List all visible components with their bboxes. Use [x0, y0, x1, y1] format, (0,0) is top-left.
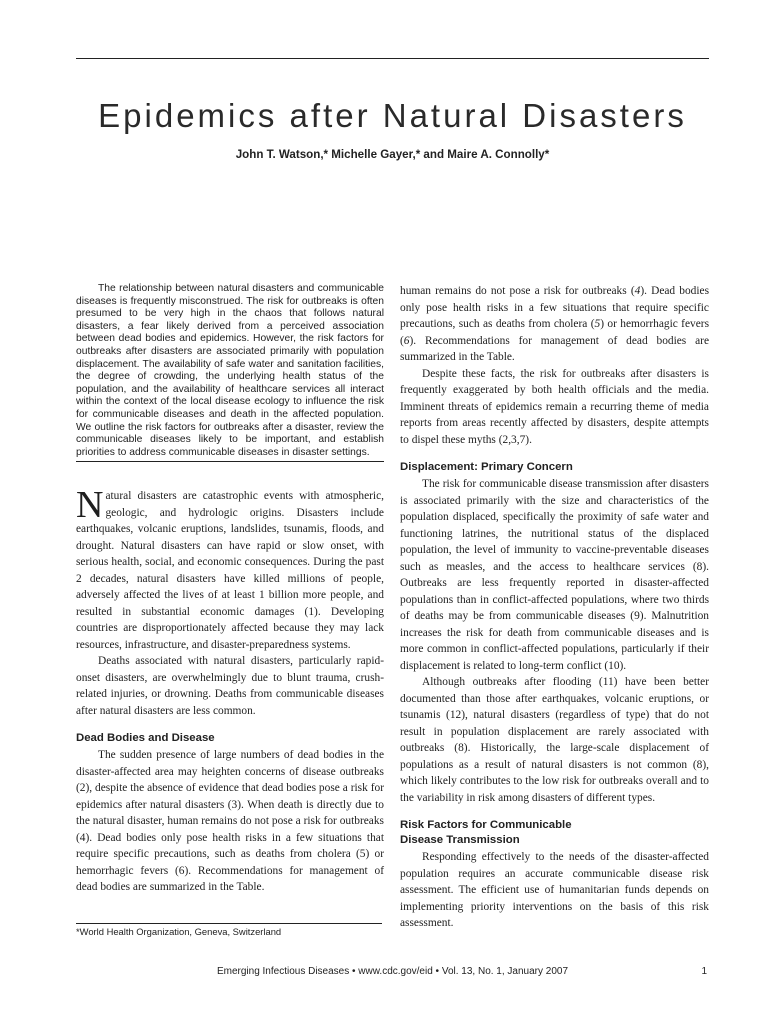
- displacement-paragraph-1: The risk for communicable disease transmission after disasters is associated primarily with the size and characteristics of the population displaced, specifically the proximity of safe water and functioning latrines, the nutritional status of the displaced population, the level of immunity to vaccine-preventable diseases such as measles, and the access to healthcare services (8). Outbreaks are less frequently reported in disaster-affected populations than in conflict-affected populations, where two thirds of deaths may be from communicable diseases (9). Malnutrition increases the risk for death from communicable diseases and is more common in conflict-affected populations, particularly if their displacement is related to long-term conflict (10).: [400, 478, 709, 672]
- dead-bodies-continuation: human remains do not pose a risk for outbreaks (4). Dead bodies only pose health risks in a few situations that require specific precautions, such as deaths from cholera (5) or hemorrhagic fevers (6). Recommendations for management of dead bodies are summarized in the Table.: [400, 285, 710, 363]
- affiliation-footnote: *World Health Organization, Geneva, Switzerland: [76, 926, 282, 937]
- heading-risk-factors-line-1: Risk Factors for Communicable: [400, 819, 572, 831]
- heading-displacement: Displacement: Primary Concern: [400, 461, 573, 473]
- risk-factors-paragraph-1: Responding effectively to the needs of the disaster-affected population requires an accurate communicable disease risk assessment. The efficient use of humanitarian funds depends on implementing priority interventions on the basis of this risk assessment.: [400, 851, 709, 929]
- intro-paragraph-2: Deaths associated with natural disasters, particularly rapid-onset disasters, are overwhelmingly due to blunt trauma, crush-related injuries, or drowning. Deaths from communicable diseases after natural disasters are less common.: [76, 655, 384, 717]
- journal-footer: Emerging Infectious Diseases • www.cdc.gov/eid • Vol. 13, No. 1, January 2007: [216, 966, 569, 977]
- page-number: 1: [701, 966, 707, 977]
- footnote-rule: [76, 923, 382, 924]
- heading-risk-factors-line-2: Disease Transmission: [400, 834, 520, 846]
- top-rule: [76, 58, 709, 59]
- heading-dead-bodies: Dead Bodies and Disease: [76, 732, 215, 745]
- article-title: Epidemics after Natural Disasters: [98, 97, 687, 134]
- author-list: John T. Watson,* Michelle Gayer,* and Maire A. Connolly*: [235, 148, 550, 161]
- abstract: The relationship between natural disasters and communicable diseases is frequently misconstrued. The risk for outbreaks is often presumed to be very high in the chaos that follows natural disasters, a fear likely derived from a perceived association between dead bodies and epidemics. However, the risk factors for outbreaks after disasters are associated primarily with population displacement. The availability of safe water and sanitation facilities, the degree of crowding, the underlying health status of the population, and the availability of healthcare services all interact within the context of the local disease ecology to influence the risk for communicable diseases and death in the affected population. We outline the risk factors for outbreaks after a disaster, review the communicable diseases likely to be important, and establish priorities to address communicable diseases in disaster settings.: [76, 283, 384, 458]
- dead-bodies-paragraph-1-text: The sudden presence of large numbers of dead bodies in the disaster-affected area may heighten concerns of disease outbreaks (2), despite the absence of evidence that dead bodies pose a risk for epidemics after natural disasters (3). When death is directly due to the natural disaster, human remains do not pose a risk for outbreaks (4). Dead bodies only pose health risks in a few situations that require specific precautions, such as deaths from cholera (5) or hemorrhagic fevers (6). Recommendations for management of dead bodies are summarized in the Table.: [76, 749, 384, 894]
- left-column: [76, 283, 384, 894]
- displacement-paragraph-2: Although outbreaks after flooding (11) have been better documented than those after earthquakes, volcanic eruptions, or tsunamis (12), natural disasters (regardless of type) that do not result in population displacement are rarely associated with outbreaks (8). Historically, the large-scale displacement of populations as a result of natural disasters is not common (8), which likely contributes to the low risk for outbreaks overall and to the variability in risk among disasters of different types.: [400, 676, 709, 804]
- intro-paragraph-1: [76, 484, 384, 653]
- heading-risk-factors: [400, 818, 709, 848]
- abstract-rule: [76, 461, 384, 462]
- right-column: [400, 283, 709, 932]
- drop-cap: N: [76, 484, 104, 527]
- dead-bodies-paragraph-1: [76, 747, 384, 894]
- intro-paragraph-1-text: atural disasters are catastrophic events with atmospheric, geologic, and hydrologic origins. Disasters include earthquakes, volcanic eruptions, landslides, tsunamis, floods, and drought. Natural disasters can have rapid or slow onset, with serious health, social, and economic consequences. During the past 2 decades, natural disasters have killed millions of people, adversely affected the lives of at least 1 billion more people, and resulted in substantial economic damages (1). Developing countries are disproportionately affected because they may lack resources, infrastructure, and disaster-preparedness systems.: [76, 490, 384, 651]
- dead-bodies-paragraph-2: Despite these facts, the risk for outbreaks after disasters is frequently exaggerated by both health officials and the media. Imminent threats of epidemics remain a recurring theme of media reports from areas recently affected by disasters, despite attempts to dispel these myths (2,3,7).: [400, 367, 709, 446]
